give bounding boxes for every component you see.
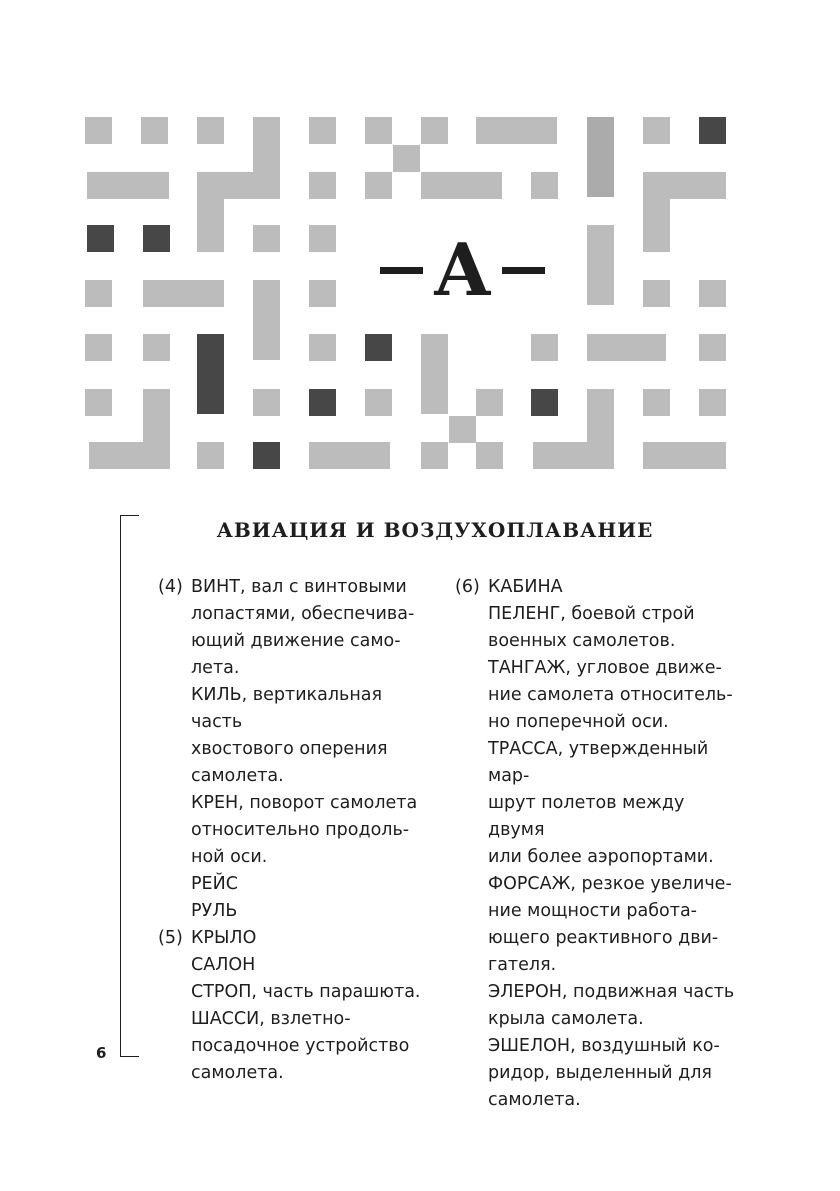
word-group-5	[158, 925, 428, 1087]
entry-line: самолета.	[191, 1063, 284, 1083]
section-letter	[380, 225, 545, 315]
grid-block	[365, 334, 392, 361]
word-entry	[488, 601, 735, 655]
word-entry	[191, 925, 428, 952]
grid-block	[449, 416, 476, 443]
grid-block	[531, 172, 558, 199]
grid-block	[309, 389, 336, 416]
grid-block	[85, 280, 112, 307]
grid-block	[699, 117, 726, 144]
grid-block	[253, 225, 280, 252]
grid-block	[253, 280, 280, 360]
entry-line: ющего реактивного дви-	[488, 928, 719, 948]
grid-block	[643, 389, 670, 416]
grid-block	[365, 172, 392, 199]
word-list-right-column	[455, 574, 735, 1114]
entry-line: самолета.	[488, 1090, 581, 1110]
word-group-6	[455, 574, 735, 1114]
grid-block	[143, 334, 170, 361]
entry-line: ТРАССА, утвержденный мар-	[488, 739, 709, 786]
entry-line: крыла самолета.	[488, 1009, 644, 1029]
grid-block	[89, 442, 170, 469]
entry-line: военных самолетов.	[488, 631, 676, 651]
group-number: (6)	[455, 577, 480, 597]
grid-block	[587, 334, 666, 361]
word-entry	[191, 952, 428, 979]
entry-line: СТРОП, часть парашюта.	[191, 982, 421, 1002]
word-entry	[488, 736, 735, 871]
entry-line: относительно продоль-	[191, 820, 410, 840]
entry-line: САЛОН	[191, 955, 256, 975]
grid-block	[643, 442, 726, 469]
grid-block	[253, 389, 280, 416]
grid-block	[476, 117, 557, 144]
entry-line: ющий движение само-	[191, 631, 401, 651]
grid-block	[143, 280, 224, 307]
grid-block	[476, 389, 503, 416]
word-entry	[191, 574, 428, 682]
grid-block	[393, 145, 420, 172]
entry-line: ШАССИ, взлетно-	[191, 1009, 351, 1029]
grid-block	[87, 172, 169, 199]
grid-block	[476, 442, 503, 469]
word-entry	[191, 871, 428, 898]
dash-right	[502, 267, 545, 274]
grid-block	[421, 117, 448, 144]
grid-block	[197, 334, 224, 414]
grid-block	[253, 442, 280, 469]
grid-block	[85, 117, 112, 144]
group-number: (4)	[158, 577, 183, 597]
entry-line: РУЛЬ	[191, 901, 238, 921]
entry-line: КРЕН, поворот самолета	[191, 793, 418, 813]
entry-line: но поперечной оси.	[488, 712, 669, 732]
grid-block	[309, 117, 336, 144]
word-entry	[488, 655, 735, 736]
word-entry	[191, 1006, 428, 1087]
word-entry	[191, 979, 428, 1006]
entry-line: КРЫЛО	[191, 928, 257, 948]
grid-block	[531, 334, 558, 361]
grid-block	[309, 334, 336, 361]
grid-block	[85, 334, 112, 361]
entry-line: лета.	[191, 658, 240, 678]
grid-block	[365, 389, 392, 416]
dash-left	[380, 267, 423, 274]
grid-block	[309, 172, 336, 199]
entry-line: самолета.	[191, 766, 284, 786]
word-entry	[191, 682, 428, 790]
word-entry	[191, 898, 428, 925]
grid-block	[365, 117, 392, 144]
grid-block	[143, 225, 170, 252]
section-title: АВИАЦИЯ И ВОЗДУХОПЛАВАНИЕ	[216, 518, 654, 542]
grid-block	[699, 334, 726, 361]
grid-block	[309, 280, 336, 307]
grid-block	[421, 172, 502, 199]
grid-block	[309, 225, 336, 252]
word-group-4	[158, 574, 428, 925]
entry-line: лопастями, обеспечива-	[191, 604, 415, 624]
grid-block	[197, 117, 224, 144]
word-entry	[488, 979, 735, 1033]
grid-block	[421, 442, 448, 469]
word-entry	[488, 574, 735, 601]
entry-line: ФОРСАЖ, резкое увеличе-	[488, 874, 732, 894]
word-entry	[191, 790, 428, 871]
grid-block	[533, 442, 614, 469]
grid-block	[587, 225, 614, 305]
entry-line: ридор, выделенный для	[488, 1063, 712, 1083]
grid-block	[85, 389, 112, 416]
entry-line: шрут полетов между двумя	[488, 793, 685, 840]
grid-block	[643, 117, 670, 144]
page-bracket	[120, 515, 139, 1057]
grid-block	[421, 334, 448, 414]
entry-line: хвостового оперения	[191, 739, 388, 759]
group-number: (5)	[158, 928, 183, 948]
entry-line: КИЛЬ, вертикальная часть	[191, 685, 383, 732]
word-entry	[488, 1033, 735, 1114]
entry-line: ной оси.	[191, 847, 268, 867]
grid-block	[197, 442, 224, 469]
grid-block	[643, 280, 670, 307]
page-number: 6	[96, 1044, 107, 1062]
grid-block	[309, 442, 390, 469]
entry-line: ТАНГАЖ, угловое движе-	[488, 658, 722, 678]
entry-line: посадочное устройство	[191, 1036, 410, 1056]
grid-block	[141, 117, 168, 144]
entry-line: гателя.	[488, 955, 557, 975]
entry-line: ЭЛЕРОН, подвижная часть	[488, 982, 735, 1002]
entry-line: или более аэропортами.	[488, 847, 714, 867]
word-entry	[488, 871, 735, 979]
entry-line: ЭШЕЛОН, воздушный ко-	[488, 1036, 720, 1056]
grid-block	[643, 172, 670, 252]
entry-line: КАБИНА	[488, 577, 563, 597]
entry-line: ПЕЛЕНГ, боевой строй	[488, 604, 695, 624]
grid-block	[87, 225, 114, 252]
entry-line: РЕЙС	[191, 874, 238, 894]
grid-block	[699, 280, 726, 307]
entry-line: ние мощности работа-	[488, 901, 698, 921]
grid-block	[699, 389, 726, 416]
entry-line: ние самолета относитель-	[488, 685, 733, 705]
word-list-left-column	[158, 574, 428, 1087]
grid-block	[587, 117, 614, 197]
grid-block	[197, 172, 224, 252]
section-letter-glyph: А	[433, 227, 492, 312]
grid-block	[531, 389, 558, 416]
entry-line: ВИНТ, вал с винтовыми	[191, 577, 407, 597]
